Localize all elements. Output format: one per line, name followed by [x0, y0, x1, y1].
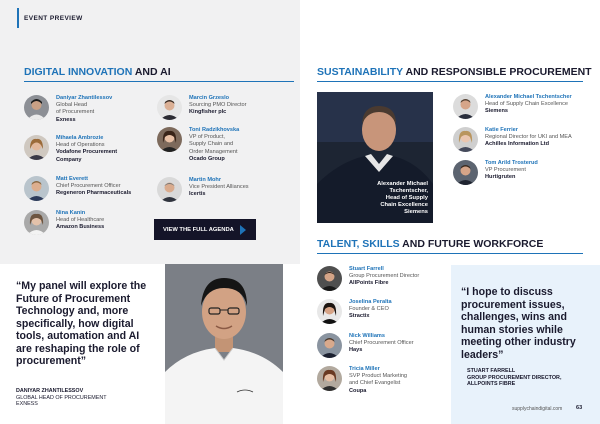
caption-line: Tschentscher,: [389, 188, 428, 194]
speaker-name: Nick Williams: [349, 333, 386, 339]
speaker-company: Coupa: [349, 387, 367, 394]
speaker-role: Global Head: [56, 102, 88, 109]
speaker-company: AllPoints Fibre: [349, 280, 389, 287]
sustainability-heading: [317, 66, 592, 78]
speaker-role: Vice President Alliances: [189, 184, 249, 191]
avatar: [157, 127, 182, 152]
sustainability-heading-rule: [317, 81, 583, 82]
avatar: [317, 266, 342, 291]
speaker-company: Siemens: [485, 108, 509, 115]
arrow-right-icon: [240, 225, 246, 235]
speaker-toni: [157, 127, 239, 163]
speaker-company: Ocado Group: [189, 155, 225, 162]
speaker-role: Head of Operations: [56, 142, 105, 149]
digital-heading-rule: [24, 81, 294, 82]
speaker-marcin: [157, 95, 247, 120]
quote-right-text: “I hope to discuss procurement issues, challenges, wins and human stories while meeting other industry leaders”: [461, 286, 576, 361]
speaker-company: Hays: [349, 347, 363, 354]
alexander-photo-caption: [356, 181, 428, 216]
avatar: [24, 135, 49, 160]
speaker-name: Marcin Grzeslo: [189, 95, 230, 101]
speaker-role: Chief Procurement Officer: [349, 340, 414, 347]
speaker-name: Mihaela Ambrozie: [56, 135, 104, 141]
speaker-company: Achilles Information Ltd: [485, 141, 550, 148]
heading-highlight: SUSTAINABILITY: [317, 66, 403, 78]
speaker-daniyar: [24, 95, 112, 124]
page-number: 63: [576, 405, 583, 411]
speaker-name: Joselina Peralta: [349, 299, 392, 305]
heading-rest: AND AI: [132, 66, 171, 78]
speaker-name: Matt Everett: [56, 176, 89, 182]
talent-heading: [317, 238, 543, 250]
speaker-role: Regional Director for UKI and MEA: [485, 134, 572, 141]
digital-innovation-heading: [24, 66, 171, 78]
quote-left-title: GLOBAL HEAD OF PROCUREMENT: [16, 394, 107, 401]
speaker-name: Nina Kanin: [56, 210, 86, 216]
speaker-mihaela: [24, 135, 134, 164]
speaker-role: Chief Procurement Officer: [56, 183, 121, 190]
speaker-name: Alexander Michael Tschentscher: [485, 94, 572, 100]
speaker-role: VP Procurement: [485, 167, 526, 174]
avatar: [24, 176, 49, 201]
footer-site: supplychaindigital.com: [512, 406, 563, 412]
speaker-role: SVP Product Marketing: [349, 373, 408, 380]
speaker-role: Supply Chain and: [189, 141, 234, 148]
speaker-martin: [157, 177, 249, 202]
speaker-company: Exness: [56, 116, 76, 123]
heading-rest: AND RESPONSIBLE PROCUREMENT: [402, 66, 592, 78]
speaker-nick: [317, 333, 414, 358]
speaker-stuart: [317, 266, 419, 291]
speaker-role: and Chief Evangelist: [349, 380, 401, 387]
view-full-agenda-button[interactable]: [154, 219, 256, 240]
avatar: [24, 95, 49, 120]
speaker-role: Head of Healthcare: [56, 217, 105, 224]
quote-left-name: DANIYAR ZHANTILESSOV: [16, 388, 84, 394]
quote-right-attribution: [467, 368, 595, 388]
speaker-alexander: [453, 94, 572, 119]
avatar: [24, 210, 49, 235]
speaker-role: of Procurement: [56, 109, 95, 116]
speaker-katie: [453, 127, 572, 152]
avatar: [453, 127, 478, 152]
avatar: [157, 95, 182, 120]
quote-left-company: EXNESS: [16, 401, 38, 408]
speaker-name: Katie Ferrier: [485, 127, 518, 133]
caption-line: Chain Excellence: [380, 202, 428, 208]
speaker-name: Daniyar Zhantilessov: [56, 95, 113, 101]
speaker-matt: [24, 176, 131, 201]
speaker-name: Martin Mohr: [189, 177, 222, 183]
quote-right-title: GROUP PROCUREMENT DIRECTOR,: [467, 374, 562, 381]
speaker-role: Head of Supply Chain Excellence: [485, 101, 569, 108]
daniyar-photo: [165, 264, 283, 424]
speaker-company: Vodafone Procurement Company: [56, 149, 118, 163]
section-tag: EVENT PREVIEW: [24, 15, 83, 22]
speaker-company: Icertis: [189, 191, 206, 198]
speaker-role: VP of Product,: [189, 134, 225, 141]
speaker-tricia: [317, 366, 407, 395]
section-tag-bar: [17, 8, 19, 28]
speaker-role: Sourcing PMO Director: [189, 102, 247, 109]
speaker-tom: [453, 160, 538, 185]
speaker-company: Stractix: [349, 313, 370, 320]
talent-heading-rule: [317, 253, 583, 254]
avatar: [453, 160, 478, 185]
caption-line: Alexander Michael: [377, 181, 428, 187]
speaker-name: Tom Arild Trosterud: [485, 160, 538, 166]
speaker-company: Kingfisher plc: [189, 109, 227, 116]
quote-left-text: “My panel will explore the Future of Procurement Technology and, more specifically, how digital tools, automation and AI are reshaping the role of procurement”: [16, 280, 147, 367]
speaker-name: Tricia Miller: [349, 366, 380, 372]
speaker-name: Stuart Farrell: [349, 266, 384, 272]
speaker-role: Founder & CEO: [349, 306, 389, 313]
avatar: [317, 366, 342, 391]
avatar: [157, 177, 182, 202]
speaker-name: Toni Radzikhovska: [189, 127, 240, 133]
caption-line: Head of Supply: [385, 195, 428, 201]
avatar: [317, 299, 342, 324]
caption-line: Siemens: [404, 209, 428, 215]
speaker-role: Group Procurement Director: [349, 273, 420, 280]
heading-rest: AND FUTURE WORKFORCE: [399, 238, 544, 250]
speaker-company: Hurtigruten: [485, 174, 516, 181]
agenda-button-label: VIEW THE FULL AGENDA: [163, 226, 234, 233]
heading-highlight: TALENT, SKILLS: [317, 238, 400, 250]
heading-highlight: DIGITAL INNOVATION: [24, 66, 133, 78]
quote-right-name: STUART FARRELL: [467, 368, 516, 374]
avatar: [317, 333, 342, 358]
avatar: [453, 94, 478, 119]
quote-right-company: ALLPOINTS FIBRE: [467, 381, 516, 388]
speaker-company: Regeneron Pharmaceuticals: [56, 190, 132, 197]
speaker-nina: [24, 210, 104, 235]
speaker-role: Order Management: [189, 148, 238, 155]
speaker-company: Amazon Business: [56, 224, 105, 231]
quote-left-attribution: [16, 388, 156, 408]
speaker-joselina: [317, 299, 392, 324]
